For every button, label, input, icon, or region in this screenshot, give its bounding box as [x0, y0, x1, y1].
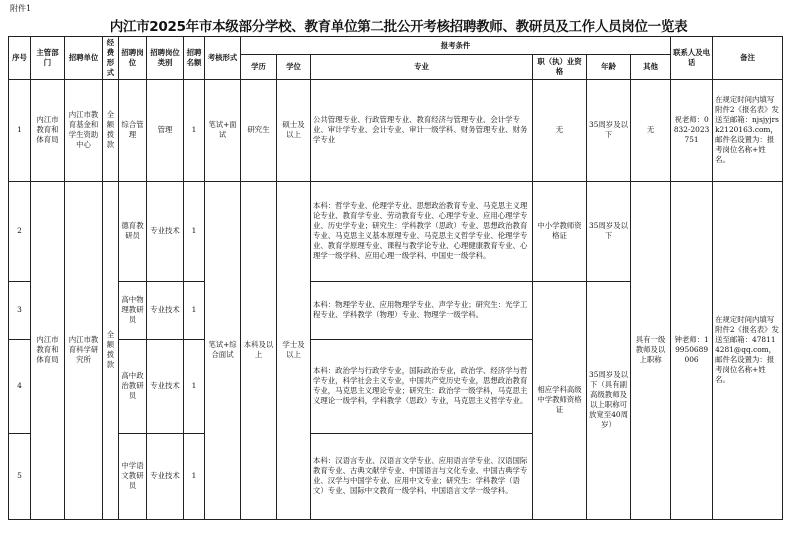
header-quota: 招聘名额	[184, 37, 205, 80]
cell-quota: 1	[184, 181, 205, 281]
header-major: 专业	[311, 55, 533, 80]
header-dept: 主管部门	[31, 37, 65, 80]
cell-unit: 内江市教育基金和学生资助中心	[65, 79, 103, 181]
cell-quota: 1	[184, 281, 205, 339]
header-remarks: 备注	[713, 37, 783, 80]
cell-major: 公共管理专业、行政管理专业、教育经济与管理专业、会计学专业、审计学专业、会计专业、审计一级学科、财务管理专业、财务学专业	[311, 79, 533, 181]
header-contact: 联系人及电话	[671, 37, 713, 80]
cell-quota: 1	[184, 79, 205, 181]
cell-unit: 内江市教育科学研究所	[65, 181, 103, 519]
cell-contact: 钟老师：19950689006	[671, 181, 713, 519]
cell-major: 本科：物理学专业、应用物理学专业、声学专业；研究生：光学工程专业、学科教学（物理）专业、物理学一级学科。	[311, 281, 533, 339]
cell-category: 专业技术	[147, 281, 184, 339]
table-row	[9, 79, 783, 181]
cell-education: 本科及以上	[241, 181, 277, 519]
cell-title-qual: 相应学科高级中学教师资格证	[533, 281, 587, 519]
annex-label: 附件1	[10, 4, 32, 13]
cell-category: 专业技术	[147, 339, 184, 433]
cell-category: 管理	[147, 79, 184, 181]
cell-exam: 笔试+面试	[205, 79, 241, 181]
cell-funding: 全额拨款	[103, 79, 119, 181]
cell-major: 本科：哲学专业、伦理学专业、思想政治教育专业、马克思主义理论专业、教育学专业、劳动教育专业、心理学专业、应用心理学专业、历史学专业；研究生：学科教学（思政）专业、思想政治教育专业、马克思主义基本原理专业、马克思主义哲学专业、伦理学专业、教育学原理专业、课程与教学论专业、心理健康教育专业、心理学一级学科、应用心理一级学科、中国史一级学科。	[311, 181, 533, 281]
cell-quota: 1	[184, 433, 205, 519]
header-unit: 招聘单位	[65, 37, 103, 80]
document-title: 内江市2025年市本级部分学校、教育单位第二批公开考核招聘教师、教研员及工作人员岗位一览表	[109, 19, 688, 35]
cell-seq: 3	[9, 281, 31, 339]
cell-quota: 1	[184, 339, 205, 433]
header-funding: 经费形式	[103, 37, 119, 80]
header-category: 招聘岗位类别	[147, 37, 184, 80]
header-degree: 学位	[277, 55, 311, 80]
header-post: 招聘岗位	[119, 37, 147, 80]
cell-degree: 学士及以上	[277, 181, 311, 519]
header-age: 年龄	[587, 55, 631, 80]
header-exam: 考核形式	[205, 37, 241, 80]
cell-seq: 5	[9, 433, 31, 519]
header-title-qual: 职（执）业资格	[533, 55, 587, 80]
header-seq: 序号	[9, 37, 31, 80]
cell-major: 本科：汉语言专业、汉语言文学专业、应用语言学专业、汉语国际教育专业、古典文献学专业、中国语言与文化专业、中国古典学专业、汉学与中国学专业、应用中文专业；研究生：学科教学（语文）专业、国际中文教育一级学科、中国语言文学一级学科。	[311, 433, 533, 519]
cell-funding: 全额拨款	[103, 181, 119, 519]
cell-remarks: 在规定时间内填写附件2《报名表》发送至邮箱：478114281@qq.com，邮件名设置为：报考岗位名称+姓名。	[713, 181, 783, 519]
cell-other: 具有一级教师及以上职称	[631, 181, 671, 519]
header-other: 其他	[631, 55, 671, 80]
cell-age: 35周岁及以下	[587, 181, 631, 281]
cell-seq: 4	[9, 339, 31, 433]
cell-dept: 内江市教育和体育局	[31, 181, 65, 519]
cell-degree: 硕士及以上	[277, 79, 311, 181]
cell-post: 高中政治教研员	[119, 339, 147, 433]
table-row	[9, 181, 783, 281]
cell-exam: 笔试+综合面试	[205, 181, 241, 519]
cell-age: 35周岁及以下	[587, 79, 631, 181]
cell-age: 35周岁及以下（具有副高级教师及以上职称可放宽至40周岁）	[587, 281, 631, 519]
cell-seq: 2	[9, 181, 31, 281]
cell-category: 专业技术	[147, 433, 184, 519]
cell-seq: 1	[9, 79, 31, 181]
header-requirements: 报考条件	[241, 37, 671, 55]
cell-post: 德育教研员	[119, 181, 147, 281]
cell-title-qual: 中小学教师资格证	[533, 181, 587, 281]
cell-major: 本科：政治学与行政学专业，国际政治专业，政治学、经济学与哲学专业，科学社会主义专业，中国共产党历史专业，思想政治教育专业，马克思主义理论专业；研究生：政治学一级学科，马克思主义理论一级学科，学科教学（思政）专业，马克思主义哲学专业。	[311, 339, 533, 433]
cell-post: 高中物理教研员	[119, 281, 147, 339]
cell-category: 专业技术	[147, 181, 184, 281]
header-education: 学历	[241, 55, 277, 80]
cell-dept: 内江市教育和体育局	[31, 79, 65, 181]
cell-title-qual: 无	[533, 79, 587, 181]
cell-other: 无	[631, 79, 671, 181]
cell-remarks: 在规定时间内填写附件2《报名表》发送至邮箱：njsjyjrsk2120163.com，邮件名设置为：报考岗位名称+姓名。	[713, 79, 783, 181]
cell-education: 研究生	[241, 79, 277, 181]
cell-post: 中学语文教研员	[119, 433, 147, 519]
cell-contact: 祝老师：0832-2023751	[671, 79, 713, 181]
positions-table	[8, 36, 783, 520]
cell-post: 综合管理	[119, 79, 147, 181]
